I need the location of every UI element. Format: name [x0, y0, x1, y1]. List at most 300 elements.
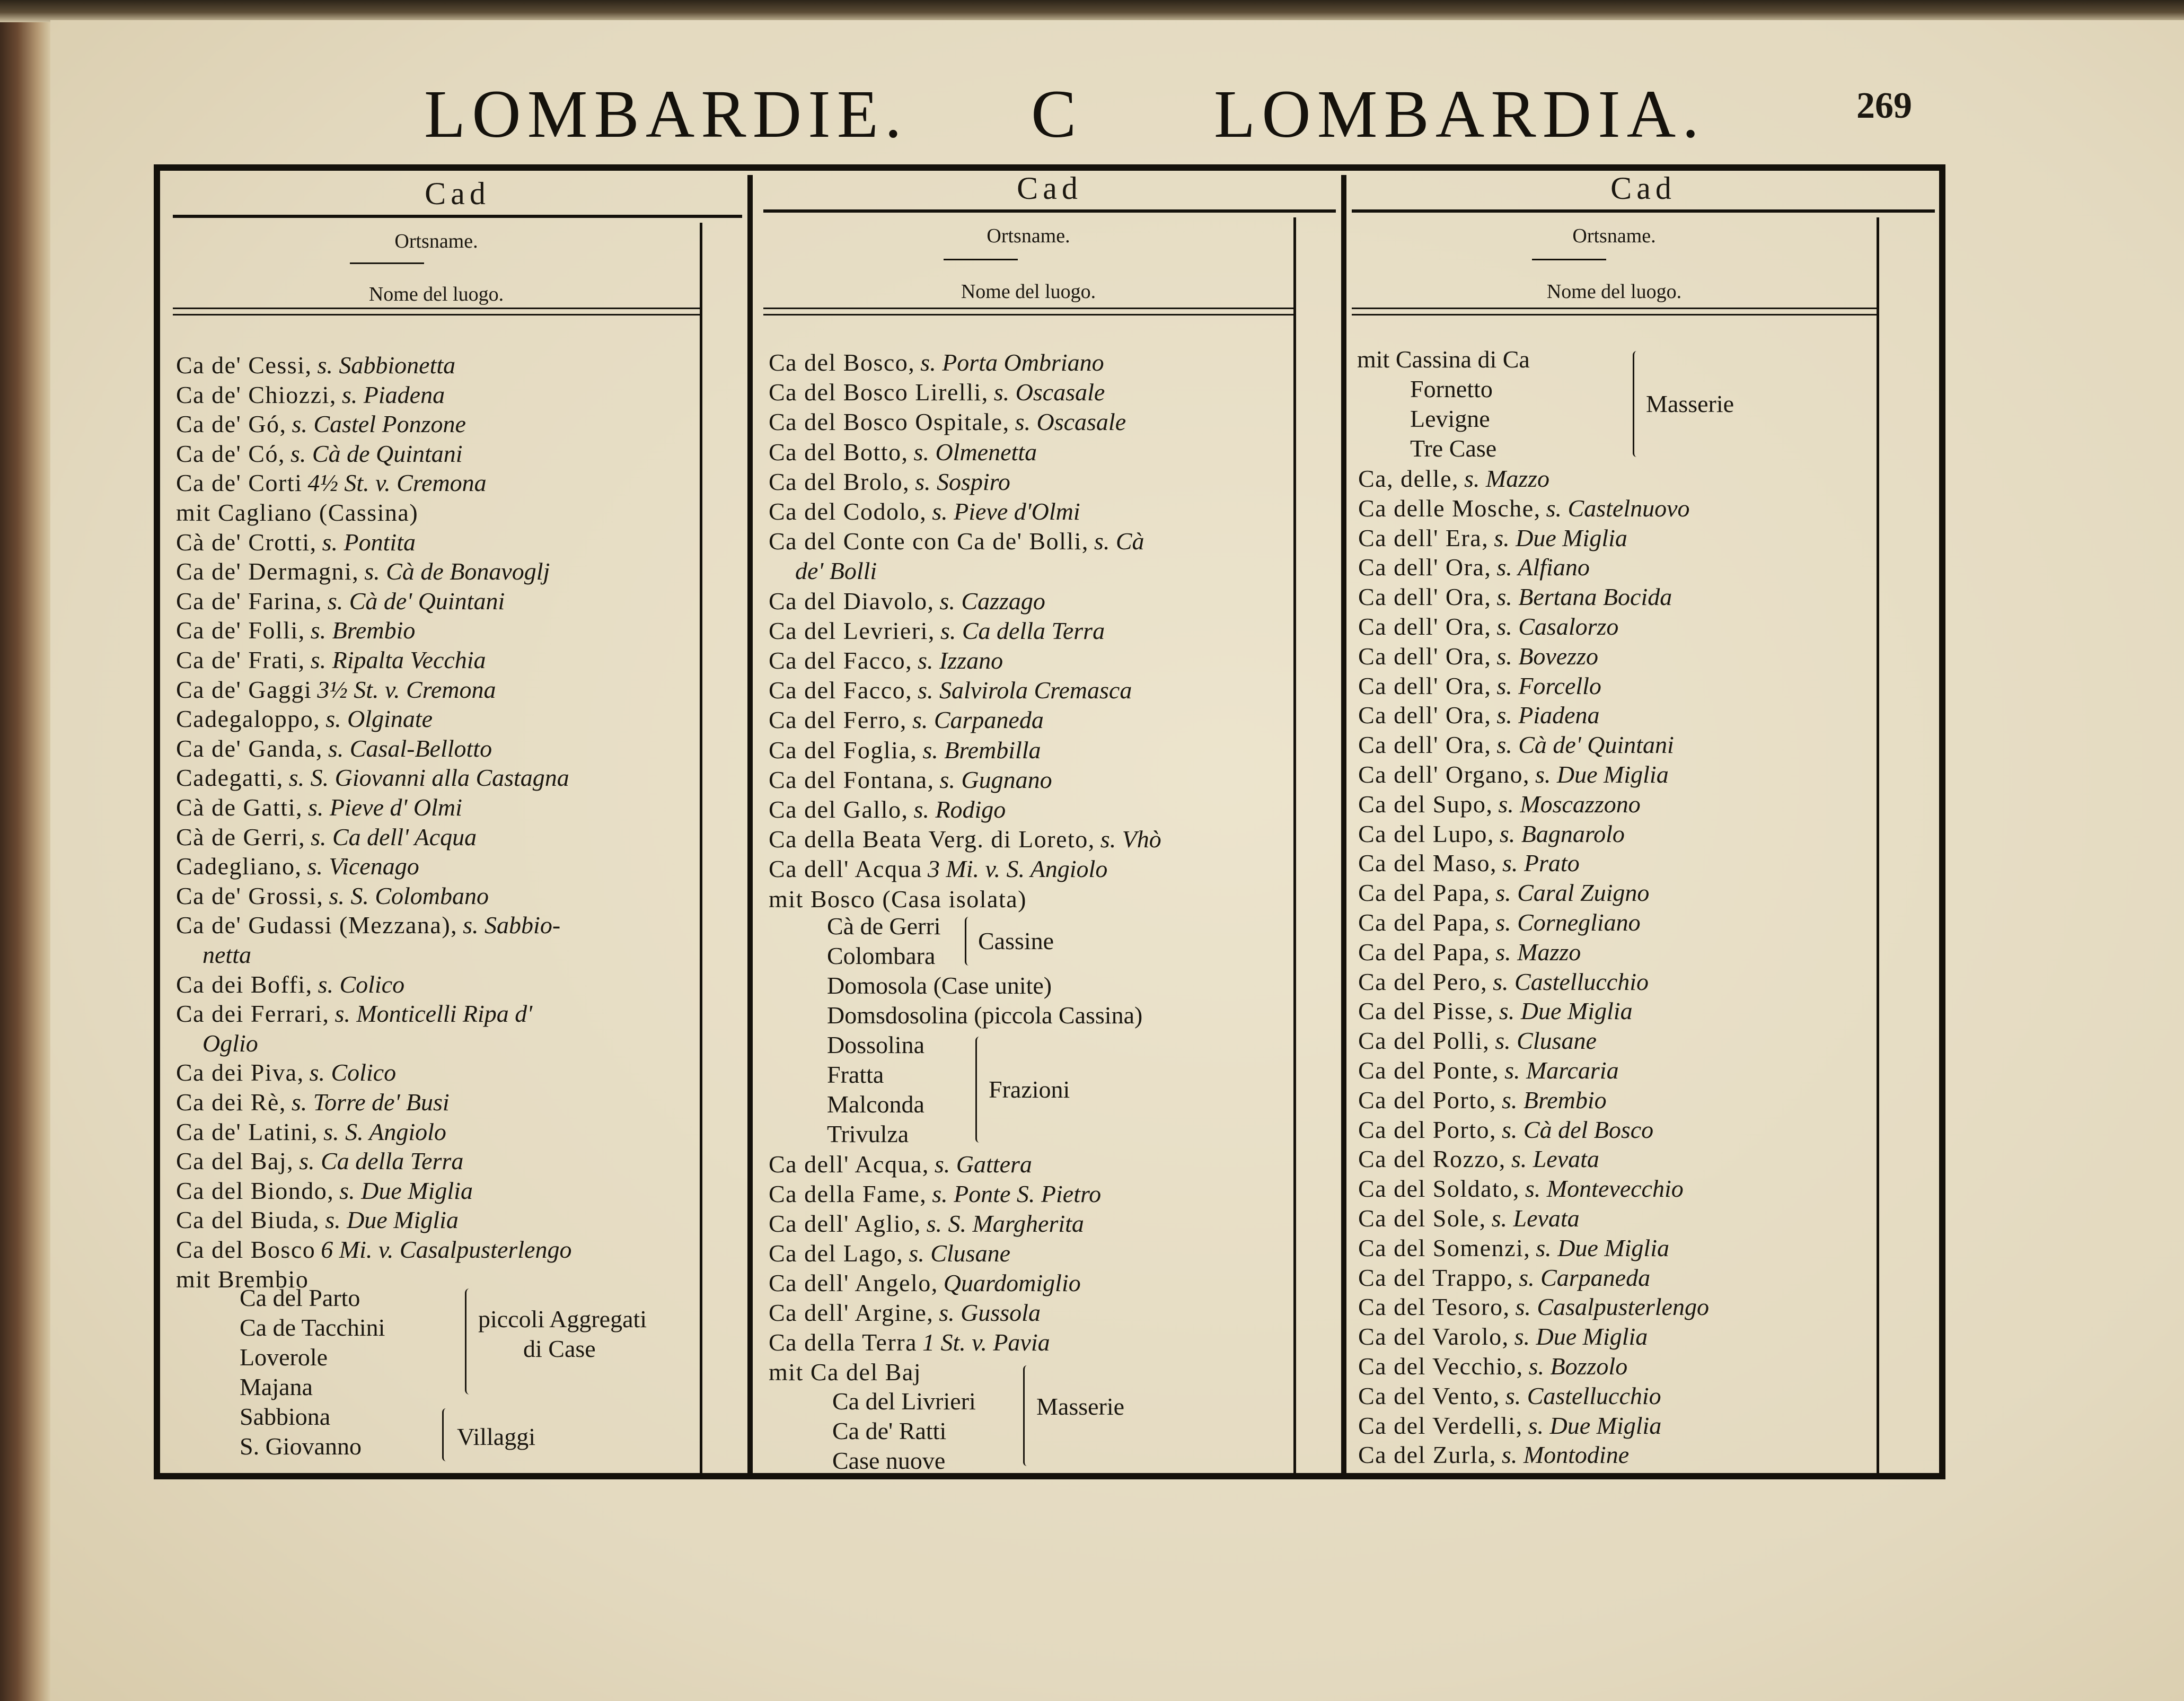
place-name: Ca del Brolo, [769, 468, 910, 495]
place-reference: s. Ripalta Vecchia [310, 646, 486, 673]
place-reference: s. Mazzo [1464, 465, 1550, 492]
place-name: Ca del Foglia, [769, 736, 918, 764]
entry-row [1358, 1381, 1941, 1410]
col2-mid-rule [944, 259, 1018, 260]
entry-row [1358, 819, 1941, 848]
place-reference: s. Cà [1094, 528, 1144, 555]
place-reference: s. S. Angiolo [323, 1118, 446, 1145]
place-reference: s. S. Giovanni alla Castagna [288, 764, 569, 792]
place-reference: s. S. Colombano [329, 882, 489, 909]
entry-row [769, 884, 1352, 914]
col1-head: Cad [425, 176, 490, 211]
entry-row [1358, 641, 1941, 671]
place-name: Ca del Diavolo, [769, 587, 935, 615]
place-name: Ca dell' Acqua [769, 855, 922, 883]
entry-row [769, 377, 1352, 407]
col2-rule-a [763, 308, 1293, 309]
place-name: Ca del Botto, [769, 438, 909, 466]
place-name: Ca del Baj, [176, 1147, 294, 1175]
entry-row [1358, 1262, 1941, 1292]
place-name: Ca del Pisse, [1358, 997, 1494, 1025]
place-name: mit Ca del Baj [769, 1358, 922, 1386]
place-name: Ca dei Ferrari, [176, 1000, 330, 1028]
place-name: Ca del Somenzi, [1358, 1234, 1531, 1261]
entry-row [176, 1176, 759, 1205]
place-reference: s. Castellucchio [1505, 1382, 1661, 1409]
entry-row [176, 468, 759, 497]
place-name: Ca del Conte con Ca de' Bolli, [769, 528, 1089, 555]
place-name: Ca del Polli, [1358, 1027, 1490, 1055]
entry-row [769, 735, 1352, 765]
place-name: Cà de Gerri, [176, 823, 306, 850]
place-name: Ca del Facco, [769, 677, 913, 704]
group-item: Fornetto [1410, 375, 1493, 402]
place-name: Ca del Tesoro, [1358, 1293, 1510, 1321]
entry-row [176, 851, 759, 881]
place-reference: s. Castel Ponzone [292, 410, 466, 438]
place-reference: 3 Mi. v. S. Angiolo [927, 855, 1108, 883]
place-reference: netta [202, 941, 251, 968]
entry-row [176, 1205, 759, 1234]
brace-masserie-top [1633, 351, 1641, 457]
place-name: Ca dell' Ora, [1358, 672, 1492, 699]
entry-row [176, 881, 759, 910]
place-reference: 1 St. v. Pavia [922, 1329, 1050, 1356]
place-reference: s. Piadena [341, 381, 445, 408]
place-name: Ca de' Folli, [176, 617, 305, 644]
place-name: Ca del Biuda, [176, 1206, 320, 1234]
place-name: Ca dei Piva, [176, 1059, 304, 1086]
entry-row [769, 586, 1352, 616]
entry-row [769, 1297, 1352, 1327]
place-name: Ca de' Gaggi [176, 676, 312, 703]
entry-row [176, 822, 759, 852]
place-reference: s. Due Miglia [1514, 1323, 1648, 1351]
place-reference: s. Casalorzo [1496, 613, 1619, 640]
place-name: Ca del Varolo, [1358, 1323, 1509, 1351]
group-item: Sabbiona [240, 1403, 331, 1430]
entry-row [176, 1057, 759, 1087]
place-name: Ca dell' Era, [1358, 524, 1489, 551]
entry-row [176, 674, 759, 704]
place-name: Ca del Ponte, [1358, 1057, 1500, 1084]
entry-row [769, 1149, 1352, 1179]
place-reference: s. Ca della Terra [940, 617, 1105, 644]
place-name: mit Cagliano (Cassina) [176, 499, 419, 526]
entry-row [176, 1234, 759, 1264]
place-name: Ca del Sole, [1358, 1205, 1486, 1232]
entry-row [769, 1208, 1352, 1238]
place-reference: s. Salvirola Cremasca [918, 677, 1132, 704]
place-name: Ca del Bosco Ospitale, [769, 408, 1010, 436]
entry-row [176, 350, 759, 380]
entry-row [1358, 789, 1941, 819]
group-item: Cà de Gerri [827, 913, 941, 940]
place-name: Ca del Bosco, [769, 349, 915, 376]
entry-row [1358, 1144, 1941, 1173]
place-reference: s. Piadena [1496, 702, 1600, 729]
place-reference: 4½ St. v. Cremona [307, 469, 487, 497]
entry-row [1358, 1055, 1941, 1085]
place-reference: s. Vhò [1100, 826, 1161, 853]
place-name: Ca del Biondo, [176, 1177, 334, 1204]
entry-row [1358, 611, 1941, 641]
entry-row [769, 824, 1352, 854]
place-name: Ca del Pero, [1358, 968, 1488, 995]
place-reference: s. Forcello [1496, 672, 1601, 699]
place-reference: s. Colico [318, 970, 405, 998]
place-name: Ca del Lago, [769, 1240, 904, 1267]
entry-row [1358, 937, 1941, 967]
place-reference: s. Cà de' Quintani [327, 587, 505, 615]
place-name: Ca del Zurla, [1358, 1441, 1496, 1469]
entry-row [176, 586, 759, 616]
entry-row [1358, 1173, 1941, 1203]
place-reference: s. Pieve d' Olmi [308, 794, 462, 821]
col3-rule-a [1352, 308, 1877, 309]
book-spine [0, 0, 50, 1701]
entry-row [769, 854, 1352, 883]
entry-row [769, 437, 1352, 467]
entry-row [1358, 759, 1941, 789]
place-reference: s. Gussola [939, 1299, 1041, 1326]
place-reference: s. Due Miglia [1499, 997, 1633, 1025]
place-reference: s. Castellucchio [1493, 968, 1649, 995]
place-name: Cadegliano, [176, 853, 302, 880]
place-reference: s. Ca dell' Acqua [311, 823, 477, 850]
entry-row [1358, 1321, 1941, 1351]
place-name: Ca del Vento, [1358, 1382, 1500, 1409]
place-reference: s. Moscazzono [1498, 790, 1641, 818]
place-name: Ca dei Boffi, [176, 970, 313, 998]
entry-row [176, 556, 759, 586]
entry-row [176, 439, 759, 468]
place-reference: s. Gugnano [939, 766, 1052, 793]
col2-rule-b [763, 314, 1293, 315]
column-2-list-b [769, 1149, 1293, 1393]
entry-row [1358, 996, 1941, 1025]
place-name: Cà de Gatti, [176, 794, 303, 821]
place-reference: s. Cà de Bonavoglj [364, 558, 550, 585]
place-name: Ca del Gallo, [769, 796, 909, 823]
place-reference: s. Levata [1511, 1145, 1599, 1173]
group-label-masserie: Masserie [1036, 1393, 1125, 1420]
group-item: Domosola (Case unite) [827, 972, 1052, 999]
place-name: Ca de' Latini, [176, 1118, 319, 1145]
entry-row [769, 1327, 1352, 1357]
place-reference: s. Due Miglia [1528, 1411, 1662, 1439]
place-name: Ca del Papa, [1358, 938, 1491, 966]
entry-row [176, 762, 759, 792]
entry-row [1358, 907, 1941, 937]
entry-row [1358, 1203, 1941, 1233]
place-name: mit Bosco (Casa isolata) [769, 885, 1027, 913]
frame-left-rule [154, 164, 160, 1479]
entry-row [769, 556, 1378, 585]
group-item: Colombara [827, 942, 936, 969]
place-reference: s. Oscasale [993, 379, 1105, 406]
place-reference: s. Marcaria [1504, 1057, 1619, 1084]
entry-row [1358, 1233, 1941, 1262]
place-name: Ca de' Chiozzi, [176, 381, 337, 408]
place-reference: s. Cazzago [939, 587, 1045, 615]
entry-row [1358, 671, 1941, 700]
group-label-cassine: Cassine [978, 927, 1054, 954]
entry-row [176, 645, 759, 674]
place-reference: s. Castelnuovo [1546, 494, 1690, 522]
entry-row [769, 467, 1352, 496]
place-reference: s. Ponte S. Pietro [932, 1180, 1102, 1207]
place-reference: s. Casal-Bellotto [328, 734, 492, 762]
group-label-masserie-top: Masserie [1646, 390, 1734, 417]
place-name: Ca del Ferro, [769, 706, 907, 734]
place-reference: s. Due Miglia [1535, 761, 1669, 788]
place-name: Ca del Papa, [1358, 879, 1491, 907]
place-name: Ca de' Cessi, [176, 352, 312, 379]
place-reference: s. Izzano [918, 647, 1003, 674]
place-reference: s. Torre de' Busi [291, 1089, 450, 1116]
group-item: Ca del Parto [240, 1284, 360, 1311]
place-reference: s. Clusane [1495, 1027, 1597, 1055]
place-name: Ca del Codolo, [769, 498, 927, 525]
place-name: Ca del Levrieri, [769, 617, 935, 644]
column-3-list [1358, 463, 1878, 1476]
place-name: Ca del Maso, [1358, 849, 1498, 877]
place-reference: s. Sospiro [915, 468, 1010, 495]
column-2-list-a [769, 347, 1293, 915]
col3-mid-rule [1532, 259, 1606, 260]
place-name: Ca dell' Ora, [1358, 702, 1492, 729]
entry-row [1358, 848, 1941, 878]
place-reference: s. Caral Zuigno [1495, 879, 1650, 907]
place-name: Cadegatti, [176, 764, 284, 792]
place-reference: s. Due Miglia [1536, 1234, 1669, 1261]
entry-row [769, 794, 1352, 824]
group-item: Majana [240, 1373, 313, 1400]
header-lombardie: LOMBARDIE. [424, 76, 908, 152]
place-name: Ca delle Mosche, [1358, 494, 1541, 522]
place-name: Ca della Fame, [769, 1180, 927, 1207]
place-reference: s. Gattera [934, 1151, 1032, 1178]
entry-row [769, 616, 1352, 645]
group-label-frazioni: Frazioni [989, 1076, 1070, 1103]
place-reference: Oglio [202, 1029, 258, 1057]
place-reference: s. Pieve d'Olmi [932, 498, 1080, 525]
entry-row [1358, 1410, 1941, 1440]
entry-row [769, 1179, 1352, 1208]
group-item: Loverole [240, 1344, 328, 1371]
place-name: Ca dell' Angelo, [769, 1269, 938, 1296]
place-name: Ca del Rozzo, [1358, 1145, 1506, 1173]
place-reference: s. Vicenago [307, 853, 419, 880]
place-name: Ca de' Gudassi (Mezzana), [176, 911, 458, 939]
place-reference: de' Bolli [795, 557, 877, 585]
place-reference: s. Carpaneda [1519, 1264, 1651, 1291]
place-reference: s. Due Miglia [325, 1206, 459, 1234]
entry-row [176, 527, 759, 557]
group-label-di-case: di Case [523, 1335, 596, 1362]
page-top-edge [0, 0, 2184, 22]
place-name: Ca, delle, [1358, 465, 1459, 492]
place-reference: Quardomiglio [943, 1269, 1081, 1296]
place-name: Ca del Facco, [769, 647, 913, 674]
place-reference: s. Bertana Bocida [1496, 583, 1672, 611]
entry-row [1358, 463, 1941, 493]
entry-row [769, 765, 1352, 794]
entry-row [1358, 552, 1941, 582]
place-name: Cadegaloppo, [176, 705, 321, 733]
place-reference: s. Bagnarolo [1499, 820, 1625, 847]
place-name: Ca de' Corti [176, 469, 303, 497]
entry-row [176, 910, 759, 940]
group-item: Tre Case [1410, 435, 1497, 462]
place-name: Ca de' Farina, [176, 587, 322, 615]
brace-aggregati [465, 1288, 474, 1395]
col3-head: Cad [1610, 171, 1676, 206]
column-3-top-group [1357, 345, 1877, 467]
entry-row [176, 1146, 759, 1176]
entry-row [176, 1087, 759, 1117]
group-item: mit Cassina di Ca [1357, 346, 1530, 373]
place-name: Ca del Porto, [1358, 1116, 1496, 1143]
group-item: Ca de' Ratti [832, 1417, 947, 1444]
entry-row [176, 969, 759, 999]
place-reference: s. Mazzo [1495, 938, 1581, 966]
entry-row [1358, 730, 1941, 759]
place-name: Ca de' Có, [176, 440, 285, 467]
entry-row [769, 1238, 1352, 1268]
place-reference: s. Brembilla [922, 736, 1041, 764]
group-item: Dossolina [827, 1031, 924, 1058]
header-section-letter: C [1031, 76, 1083, 152]
place-name: Ca della Terra [769, 1329, 918, 1356]
place-name: Ca dell' Ora, [1358, 642, 1492, 670]
entry-row [176, 1117, 759, 1146]
brace-villaggi [442, 1408, 450, 1461]
place-name: Ca del Supo, [1358, 790, 1493, 818]
place-name: Ca del Fontana, [769, 766, 935, 793]
entry-row [1358, 523, 1941, 553]
place-name: Ca dell' Ora, [1358, 554, 1492, 581]
place-reference: s. Monticelli Ripa d' [334, 1000, 533, 1028]
entry-row [176, 733, 759, 763]
place-reference: s. Montevecchio [1525, 1175, 1684, 1203]
place-reference: s. Bozzolo [1528, 1353, 1628, 1380]
entry-row [176, 704, 759, 733]
place-name: Ca dell' Ora, [1358, 731, 1492, 759]
group-label-aggregati: piccoli Aggregati [478, 1305, 647, 1332]
entry-row [769, 1357, 1352, 1387]
brace-frazioni [975, 1037, 983, 1143]
place-reference: s. Ca della Terra [299, 1147, 464, 1175]
group-item: Malconda [827, 1091, 924, 1118]
place-name: Ca del Bosco Lirelli, [769, 379, 989, 406]
group-item: Case nuove [832, 1447, 946, 1474]
group-item: Ca de Tacchini [240, 1314, 385, 1341]
entry-row [1358, 1440, 1941, 1469]
place-name: Ca dei Rè, [176, 1089, 286, 1116]
place-name: Ca del Trappo, [1358, 1264, 1514, 1291]
place-reference: s. Brembio [310, 617, 416, 644]
group-item: Ca del Livrieri [832, 1388, 976, 1415]
column-2-groups-b [769, 1387, 1293, 1477]
place-name: Ca del Bosco [176, 1236, 316, 1263]
column-2-groups [769, 911, 1293, 1150]
place-name: Ca del Vecchio, [1358, 1353, 1523, 1380]
place-reference: s. Porta Ombriano [920, 349, 1104, 376]
place-reference: s. Prato [1502, 849, 1580, 877]
col1-mid-rule [350, 262, 424, 264]
place-reference: 6 Mi. v. Casalpusterlengo [321, 1236, 572, 1263]
entry-row [176, 615, 759, 645]
place-reference: s. Cà del Bosco [1501, 1116, 1654, 1143]
place-name: Ca de' Dermagni, [176, 558, 359, 585]
place-name: mit Brembio [176, 1265, 309, 1293]
page-number: 269 [1856, 85, 1912, 126]
place-name: Ca dell' Argine, [769, 1299, 934, 1326]
column-1-groups [176, 1283, 701, 1474]
place-reference: s. Olmenetta [913, 438, 1037, 466]
entry-row [1358, 700, 1941, 730]
brace-masserie [1023, 1365, 1031, 1466]
entry-row [176, 497, 759, 527]
place-reference: s. Levata [1491, 1205, 1580, 1232]
entry-row [1358, 967, 1941, 996]
place-reference: s. Cornegliano [1495, 909, 1641, 936]
place-name: Ca de' Gó, [176, 410, 287, 438]
place-reference: s. S. Margherita [926, 1210, 1084, 1237]
col3-nome-del-luogo: Nome del luogo. [1546, 280, 1682, 303]
place-name: Ca de' Grossi, [176, 882, 324, 909]
place-name: Ca dell' Ora, [1358, 613, 1492, 640]
entry-row [176, 792, 759, 822]
place-name: Ca del Soldato, [1358, 1175, 1520, 1203]
place-reference: s. Due Miglia [339, 1177, 473, 1204]
place-name: Ca dell' Organo, [1358, 761, 1530, 788]
brace-cassine [965, 917, 973, 966]
entry-row [1358, 493, 1941, 523]
col2-ortsname: Ortsname. [987, 225, 1070, 247]
entry-row [176, 409, 759, 439]
entry-row [1358, 1025, 1941, 1055]
place-name: Cà de' Crotti, [176, 528, 317, 556]
entry-row [176, 998, 759, 1028]
entry-row [176, 940, 786, 969]
place-reference: s. Carpaneda [912, 706, 1044, 734]
entry-row [769, 347, 1352, 377]
col3-rule-b [1352, 314, 1877, 315]
col1-rule-b [173, 314, 700, 315]
col1-ortsname: Ortsname. [394, 230, 478, 252]
entry-row [769, 675, 1352, 705]
entry-row [769, 496, 1352, 526]
entry-row [1358, 1292, 1941, 1321]
place-reference: s. Clusane [909, 1240, 1010, 1267]
place-name: Ca della Beata Verg. di Loreto, [769, 826, 1095, 853]
place-reference: s. Bovezzo [1496, 642, 1598, 670]
place-name: Ca de' Ganda, [176, 734, 323, 762]
place-reference: s. Brembio [1501, 1086, 1607, 1113]
place-reference: s. Pontita [322, 528, 416, 556]
entry-row [1358, 1085, 1941, 1115]
entry-row [176, 1028, 786, 1058]
place-reference: s. Olginate [325, 705, 433, 733]
entry-row [1358, 878, 1941, 907]
place-reference: s. Due Miglia [1494, 524, 1627, 551]
place-name: Ca de' Frati, [176, 646, 305, 673]
place-name: Ca dell' Aglio, [769, 1210, 921, 1237]
place-reference: s. Rodigo [913, 796, 1006, 823]
